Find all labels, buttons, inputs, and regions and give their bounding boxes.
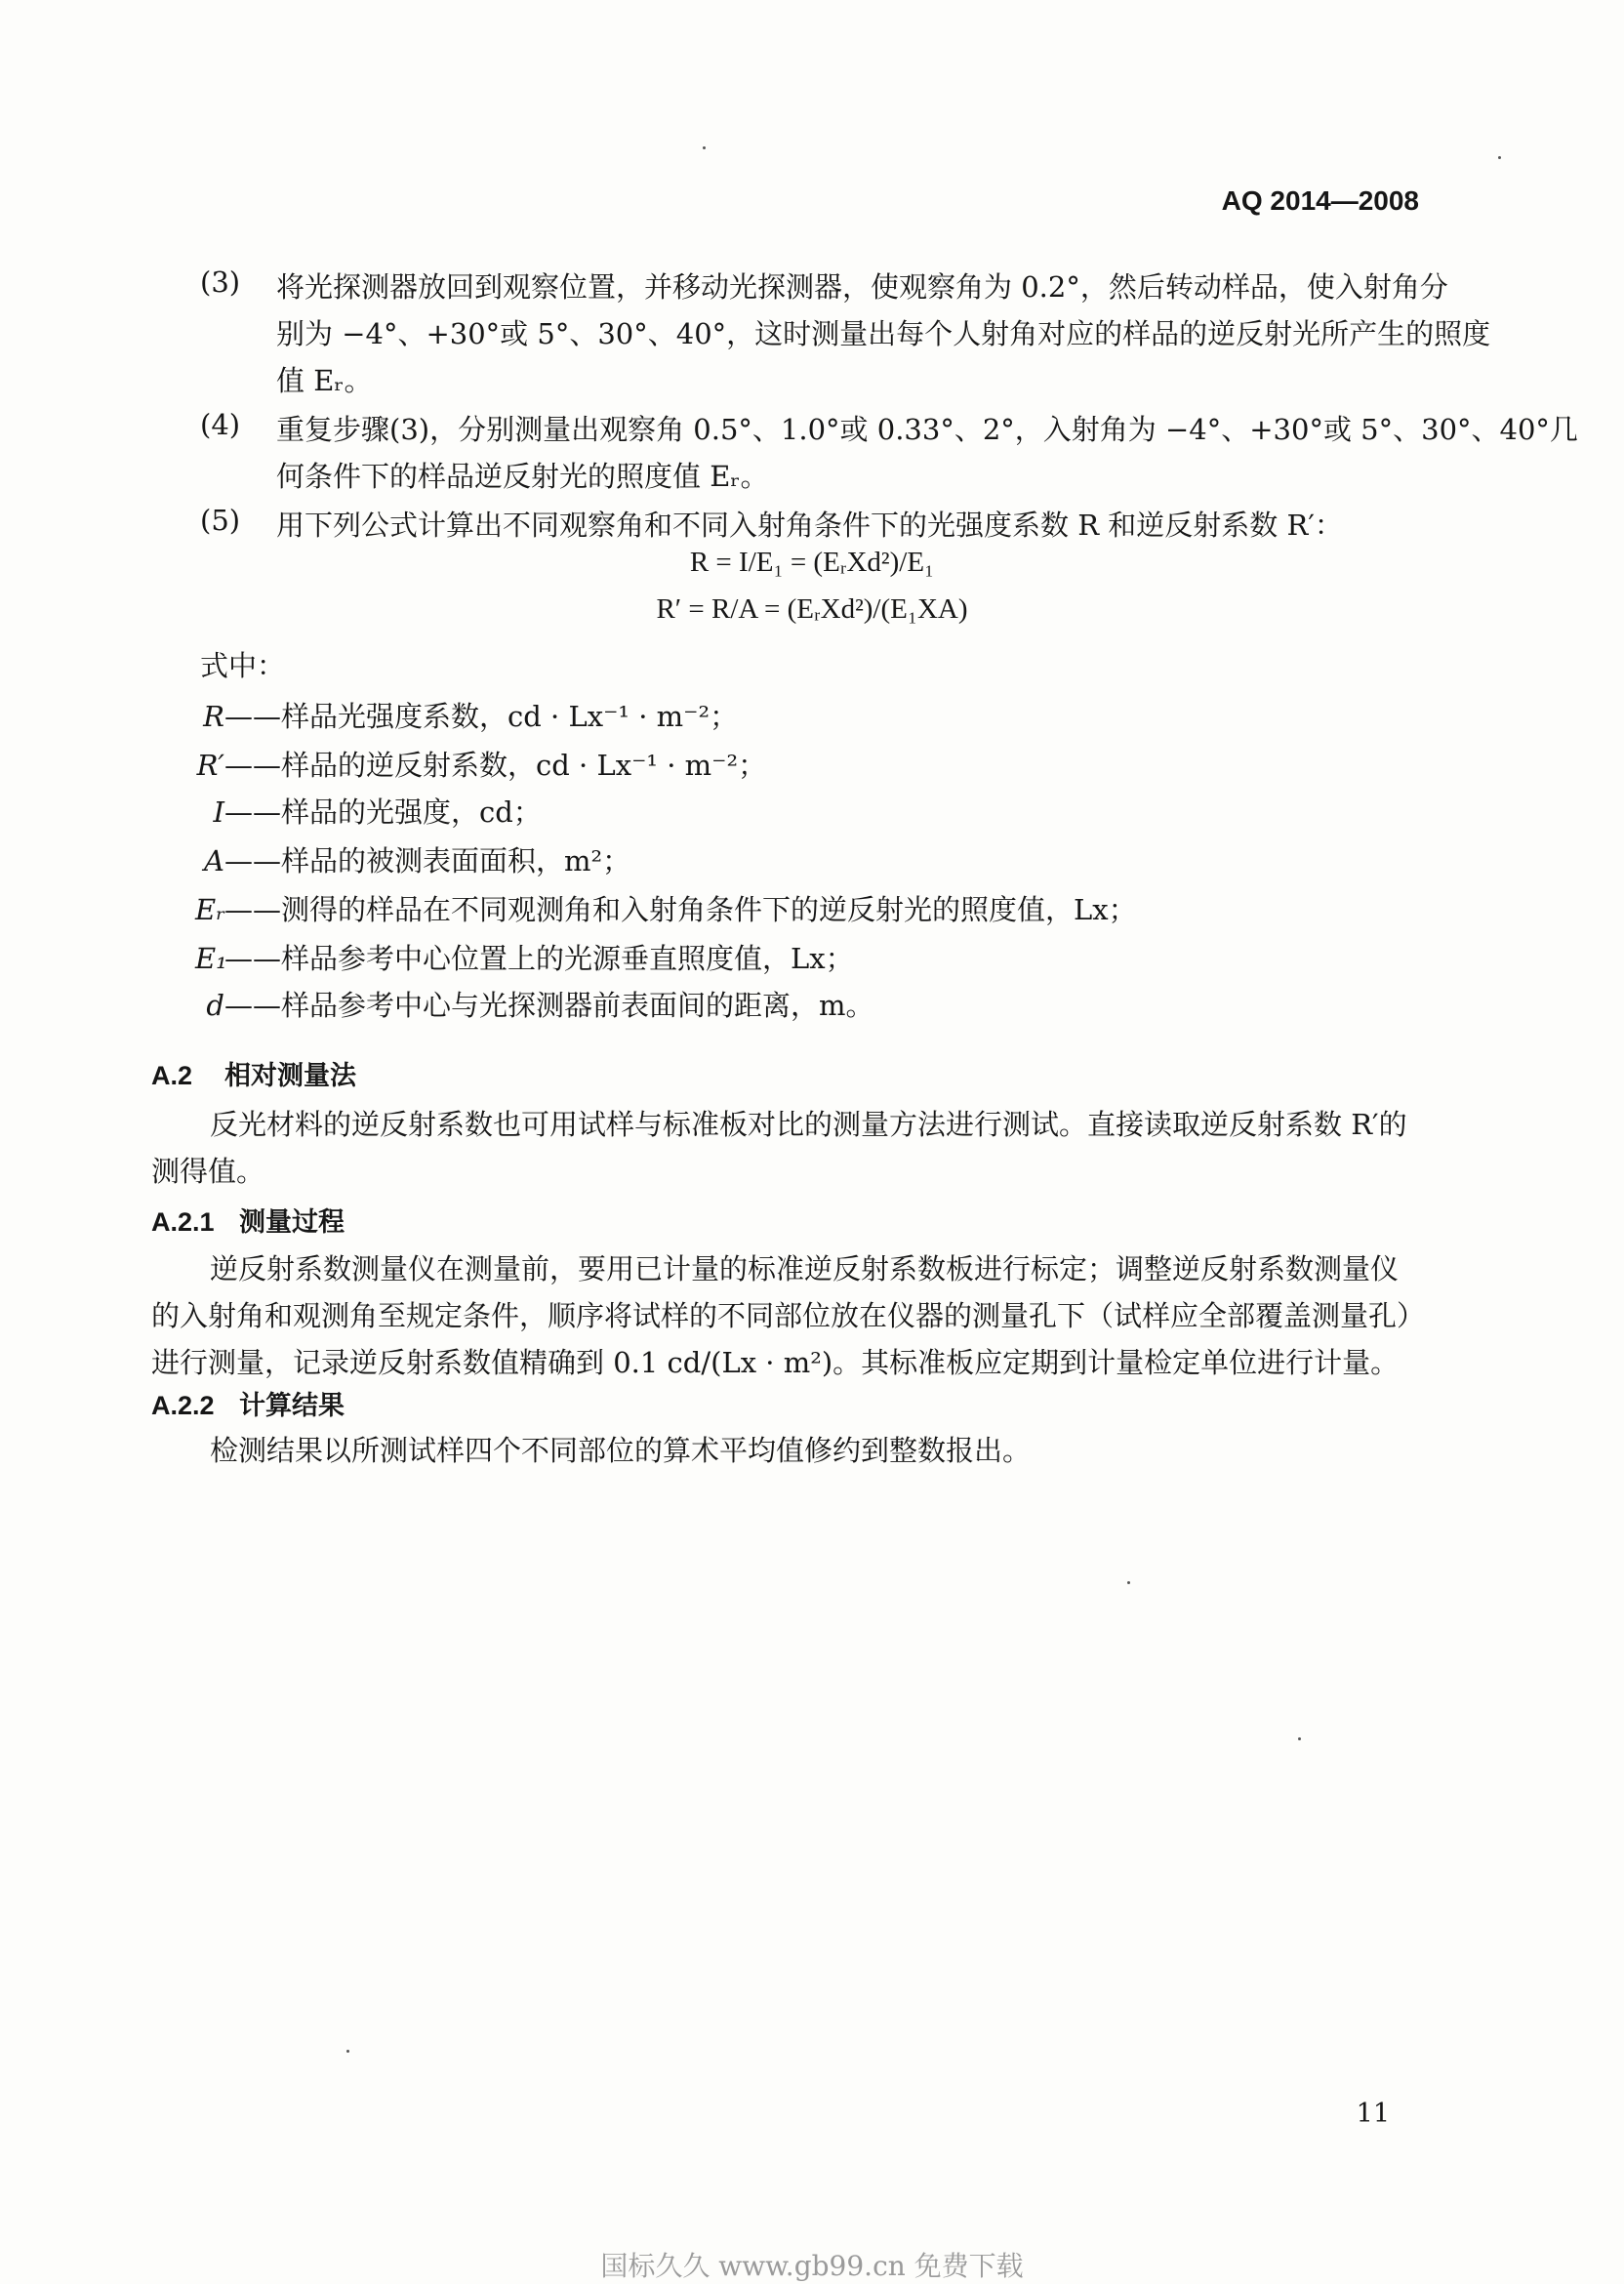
step-number: (4) xyxy=(200,408,241,441)
scan-speck xyxy=(1298,1737,1301,1740)
step-line: 别为 −4°、+30°或 5°、30°、40°，这时测量出每个人射角对应的样品的逆反射光所产生的照度 xyxy=(276,317,1491,350)
footer-watermark: 国标久久 www.gb99.cn 免费下载 xyxy=(600,2250,1024,2282)
legend-symbol: I xyxy=(213,795,224,829)
legend-symbol: R′ xyxy=(196,749,224,782)
scan-speck xyxy=(1498,156,1501,159)
step-line: 值 Eᵣ。 xyxy=(276,364,373,397)
section-title: 计算结果 xyxy=(239,1391,345,1421)
section-paragraph: 逆反射系数测量仪在测量前，要用已计量的标准逆反射系数板进行标定；调整逆反射系数测量仪的入射角和观测角至规定条件，顺序将试样的不同部位放在仪器的测量孔下（试样应全部覆盖测量孔）进行测量，记录逆反射系数值精确到 0.1 cd/(Lx · m²)。其标准板应定期到计量检定单位进行计量。 xyxy=(151,1252,1411,1379)
section-heading xyxy=(151,1054,356,1092)
section-number: A.2.2 xyxy=(151,1391,215,1420)
legend-item xyxy=(195,839,630,879)
legend-desc: ——样品参考中心位置上的光源垂直照度值，Lx； xyxy=(224,942,854,975)
formula-light-intensity: R = I/E₁ = (EᵣXd²)/E₁ xyxy=(689,547,935,578)
page-number: 11 xyxy=(1356,2099,1390,2129)
legend-symbol: E₁ xyxy=(195,942,227,975)
section-heading xyxy=(151,1384,345,1422)
scan-speck xyxy=(703,146,706,149)
step-number: (5) xyxy=(200,504,241,537)
legend-desc: ——样品参考中心与光探测器前表面间的距离，m。 xyxy=(224,989,874,1022)
legend-desc: ——样品的被测表面面积，m²； xyxy=(224,844,631,877)
step-line: 将光探测器放回到观察位置，并移动光探测器，使观察角为 0.2°，然后转动样品，使入射角分 xyxy=(276,270,1448,304)
legend-item xyxy=(195,937,854,977)
where-label: 式中： xyxy=(200,649,286,682)
legend-symbol: Eᵣ xyxy=(195,893,226,926)
scan-speck xyxy=(346,2050,349,2053)
legend-desc: ——样品光强度系数，cd · Lx⁻¹ · m⁻²； xyxy=(224,700,739,733)
section-number: A.2 xyxy=(151,1061,193,1090)
step-number: (3) xyxy=(200,265,241,299)
legend-item xyxy=(195,744,766,784)
step-line: 用下列公式计算出不同观察角和不同入射角条件下的光强度系数 R 和逆反射系数 R′： xyxy=(276,509,1343,542)
section-heading xyxy=(151,1201,345,1239)
step-line: 重复步骤(3)，分别测量出观察角 0.5°、1.0°或 0.33°、2°，入射角为 −4°、+30°或 5°、30°、40°几 xyxy=(276,413,1578,446)
section-title: 测量过程 xyxy=(239,1207,345,1238)
formula-retroreflection: R′ = R/A = (EᵣXd²)/(E₁XA) xyxy=(656,593,968,625)
standard-number: AQ 2014—2008 xyxy=(1221,185,1419,216)
section-paragraph: 检测结果以所测试样四个不同部位的算术平均值修约到整数报出。 xyxy=(210,1434,1032,1467)
legend-desc: ——样品的逆反射系数，cd · Lx⁻¹ · m⁻²； xyxy=(224,749,767,782)
legend-item xyxy=(195,984,874,1024)
legend-item xyxy=(195,888,1137,928)
section-paragraph: 反光材料的逆反射系数也可用试样与标准板对比的测量方法进行测试。直接读取逆反射系数 R′的测得值。 xyxy=(151,1108,1407,1188)
legend-desc: ——测得的样品在不同观测角和入射角条件下的逆反射光的照度值，Lx； xyxy=(224,893,1137,926)
step-line: 何条件下的样品逆反射光的照度值 Eᵣ。 xyxy=(276,460,769,493)
scan-speck xyxy=(1127,1581,1130,1584)
section-number: A.2.1 xyxy=(151,1207,215,1237)
legend-symbol: R xyxy=(203,700,224,733)
section-title: 相对测量法 xyxy=(224,1061,356,1091)
legend-symbol: A xyxy=(204,844,224,877)
legend-item xyxy=(195,791,542,831)
legend-item xyxy=(195,695,738,735)
legend-symbol: d xyxy=(206,989,224,1022)
legend-desc: ——样品的光强度，cd； xyxy=(224,795,542,829)
